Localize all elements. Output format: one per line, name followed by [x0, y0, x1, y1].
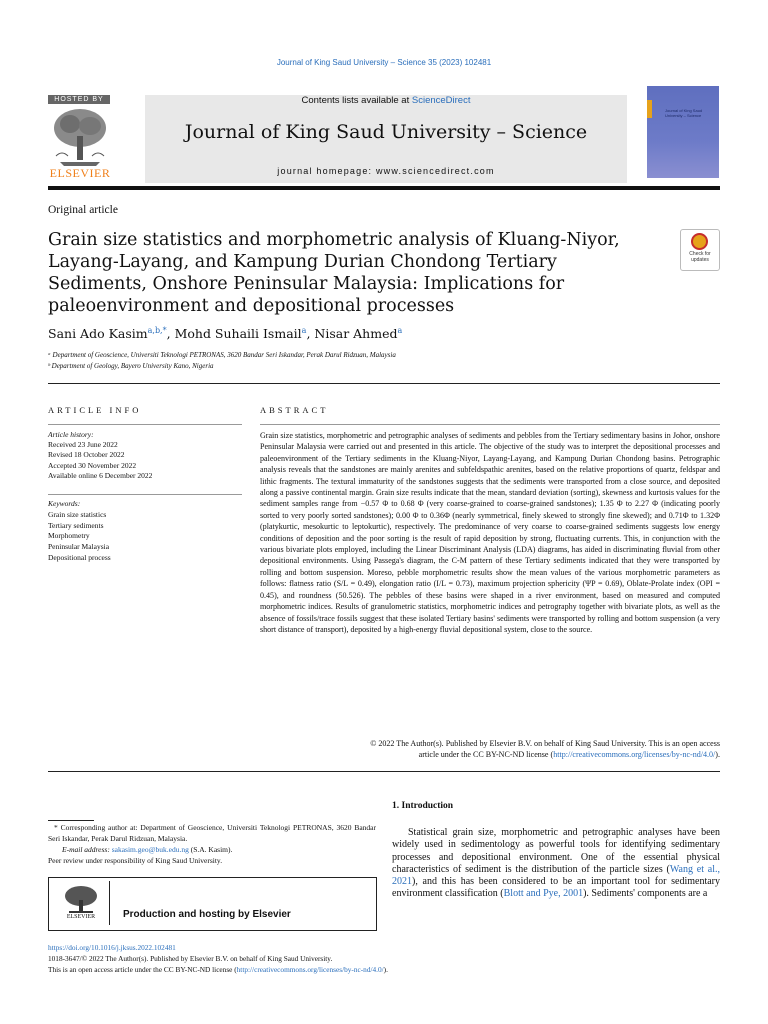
history-item: Accepted 30 November 2022: [48, 460, 137, 470]
history-item: Revised 18 October 2022: [48, 450, 125, 460]
check-for-updates-button[interactable]: [680, 229, 720, 271]
abstract-divider: [260, 424, 720, 425]
history-label: Article history:: [48, 430, 94, 439]
check-updates-icon: [691, 233, 708, 250]
license-link[interactable]: http://creativecommons.org/licenses/by-nc-nd/4.0/: [553, 750, 716, 760]
keyword: Grain size statistics: [48, 509, 107, 519]
author-affiliation-marker[interactable]: a: [301, 326, 307, 335]
production-hosting-box: [48, 877, 377, 931]
license-line: [48, 964, 720, 975]
intro-text-part: ). Sediments' components are a: [583, 888, 708, 900]
issn-line: 1018-3647/© 2022 The Author(s). Published by Elsevier B.V. on behalf of King Saud University.: [48, 954, 333, 963]
abstract-text: Grain size statistics, morphometric and petrographic analyses of sediments and pebbles from the Tertiary sedimentary basins in Johor, onshore Peninsular Malaysia were carried out and presented in this article. The objective of the study was to interpret the depositional processes and paleoenvironment of the Tertiary sediments in the Kluang-Niyor, Layang-Layang, and Kampung Durian Chondong basins. Petrographic analysis reveals that the sandstones are mainly arenites and subfeldspathic arenites, based on the relative proportions of quartz, feldspar and lithic fragments. The textural immaturity of the sandstones suggests that the sediments were transported from a close source, and deposited along a passive continental margin. Grain size results indicate that the mean, standard deviation (sorting), skewness and kurtosis values for the sediment samples range from −0.57 Φ to 0.68 Φ (very coarse-grained to coarse-grained sandstones); 1.35 Φ to 2.27 Φ (indicating poorly sorted to very poorly sorted sandstones); 0.00 Φ to 0.36Φ (nearly symmetrical, finely skewed to strongly fine skewed); and 0.71Φ to 1.32Φ (platykurtic, mesokurtic to leptokurtic), respectively. The predominance of very coarse to coarse-grained sediments suggests low energy conditions of deposition and the poor sorting is the result of rapid deposition by strong, fluctuating currents. This, in conjunction with the various bivariate plots employed, including the Linear Discriminant Analysis (LDA) diagrams, has aided in discriminating fluvial from other depositional environments. Using Passega's diagram, the C-M pattern of these Tertiary sediments indicated that they were transported by rolling and bottom suspension. Moreso, pebble morphometric results show the mean values of the various morphometric parameters as follows: flatness ratio (S/L = 0.49), elongation ratio (I/L = 0.73), maximum projection sphericity (ΨP = 0.69), Oblate-Prolate index (OPI = 0.45), and roundness (50.526). The pebbles of these basins were shaped in a river environment, based on measured and computed morphometric indices. Results of granulometric statistics, morphometric indices and petrography together with bivariate plots, as well as the absence of fossils/trace fossils suggest that these isolated Tertiary basins' sediments were transported by rolling and bottom suspension (a very short distance of transport), deposited by a high-energy fluvial depositional system, close to the source.: [260, 431, 720, 634]
introduction-text: [392, 827, 720, 901]
email-label: E-mail address:: [62, 844, 110, 854]
journal-cover-thumbnail[interactable]: [647, 86, 719, 178]
corresponding-author-note: * Corresponding author at: Department of Geoscience, Universiti Teknologi PETRONAS, 3620 Bandar Seri Iskandar, Perak Darul Ridzuan, Malaysia.: [48, 823, 376, 843]
hosted-by-label: HOSTED BY: [48, 95, 110, 104]
cover-title: Journal of King Saud University – Science: [665, 108, 703, 118]
keywords-divider: [48, 494, 242, 495]
abstract-heading: ABSTRACT: [260, 405, 329, 415]
keyword: Peninsular Malaysia: [48, 542, 110, 552]
keywords: [48, 499, 242, 564]
affiliation: ᵇ Department of Geology, Bayero University Kano, Nigeria: [48, 362, 214, 370]
footnotes: [48, 823, 376, 867]
introduction-heading: 1. Introduction: [392, 801, 454, 811]
header-divider: [48, 186, 720, 190]
abstract-copyright: [260, 738, 720, 761]
section-divider: [48, 383, 720, 384]
keyword: Morphometry: [48, 531, 90, 541]
intro-text-part: ), and this has been considered to be an important tool for sedimentary environment classification (: [392, 876, 720, 900]
contents-availability: [145, 95, 627, 106]
history-item: Received 23 June 2022: [48, 440, 118, 450]
elsevier-logo-text: ELSEVIER: [49, 166, 111, 180]
license-prefix: article under the CC BY-NC-ND license (: [418, 750, 554, 760]
copyright-line: © 2022 The Author(s). Published by Elsevier B.V. on behalf of King Saud University. This is an open access: [370, 739, 720, 748]
keyword: Depositional process: [48, 552, 111, 562]
abstract-bottom-divider: [48, 771, 720, 772]
author-affiliation-marker[interactable]: a: [397, 326, 403, 335]
citation-link[interactable]: Blott and Pye, 2001: [503, 888, 584, 900]
license-suffix: ).: [715, 750, 720, 760]
citation-link[interactable]: Wang et al., 2021: [392, 863, 720, 888]
intro-text-part: Statistical grain size, morphometric and petrographic analyses have been widely used in sedimentology as powerful tools for identifying sedimentary processes and depositional environment. One of the essential physical characteristics of sediment is the distribution of the particle sizes (: [392, 827, 720, 875]
journal-homepage[interactable]: journal homepage: www.sciencedirect.com: [277, 166, 495, 176]
history-item: Available online 6 December 2022: [48, 470, 153, 480]
production-divider: [109, 881, 110, 925]
author-affiliation-marker[interactable]: a,b,*: [147, 326, 167, 335]
check-updates-label: Check for updates: [689, 251, 711, 263]
keyword: Tertiary sediments: [48, 520, 104, 530]
author-name[interactable]: Mohd Suhaili Ismail: [174, 326, 302, 342]
elsevier-tree-logo-icon: [48, 106, 112, 168]
sciencedirect-link[interactable]: ScienceDirect: [411, 95, 471, 106]
keywords-label: Keywords:: [48, 499, 81, 508]
elsevier-small-text: ELSEVIER: [66, 914, 96, 920]
elsevier-tree-small-icon: [61, 884, 101, 914]
production-label: Production and hosting by Elsevier: [123, 909, 291, 920]
article-type: Original article: [48, 204, 118, 216]
article-title: Grain size statistics and morphometric analysis of Kluang-Niyor, Layang-Layang, and Kampung Durian Chondong Tertiary Sediments, Onshore Peninsular Malaysia: Implications for paleoenvironment and depositional processes: [48, 230, 620, 316]
bottom-metadata: [48, 942, 720, 975]
journal-reference-header[interactable]: Journal of King Saud University – Science 35 (2023) 102481: [276, 58, 492, 67]
author-name[interactable]: Nisar Ahmed: [314, 326, 398, 342]
journal-title: Journal of King Saud University – Science: [184, 121, 588, 143]
license-suffix: ).: [383, 965, 388, 974]
author-name[interactable]: Sani Ado Kasim: [48, 326, 148, 342]
contents-prefix: Contents lists available at: [301, 95, 412, 106]
article-info-divider: [48, 424, 242, 425]
cover-accent-bar: [647, 100, 652, 118]
license-link[interactable]: http://creativecommons.org/licenses/by-nc-nd/4.0/: [236, 965, 384, 974]
license-prefix: This is an open access article under the CC BY-NC-ND license (: [48, 965, 237, 974]
article-history: [48, 430, 242, 481]
copyright-license-line: [260, 749, 720, 760]
doi-link[interactable]: https://doi.org/10.1016/j.jksus.2022.102481: [48, 943, 176, 952]
footnote-divider: [48, 820, 94, 821]
email-suffix: (S.A. Kasim).: [190, 844, 233, 854]
affiliation: ᵃ Department of Geoscience, Universiti Teknologi PETRONAS, 3620 Bandar Seri Iskandar, Perak Darul Ridzuan, Malaysia: [48, 351, 396, 359]
author-list: Sani Ado Kasim$^{a,b,*}$, Mohd Suhaili Ismail$^a$, Nisar Ahmed$^a$: [48, 326, 403, 342]
email-link[interactable]: sakasim.geo@buk.edu.ng: [111, 844, 189, 854]
email-note: [48, 845, 376, 856]
peer-review-note: Peer review under responsibility of King Saud University.: [48, 855, 223, 865]
article-info-heading: ARTICLE INFO: [48, 405, 142, 415]
